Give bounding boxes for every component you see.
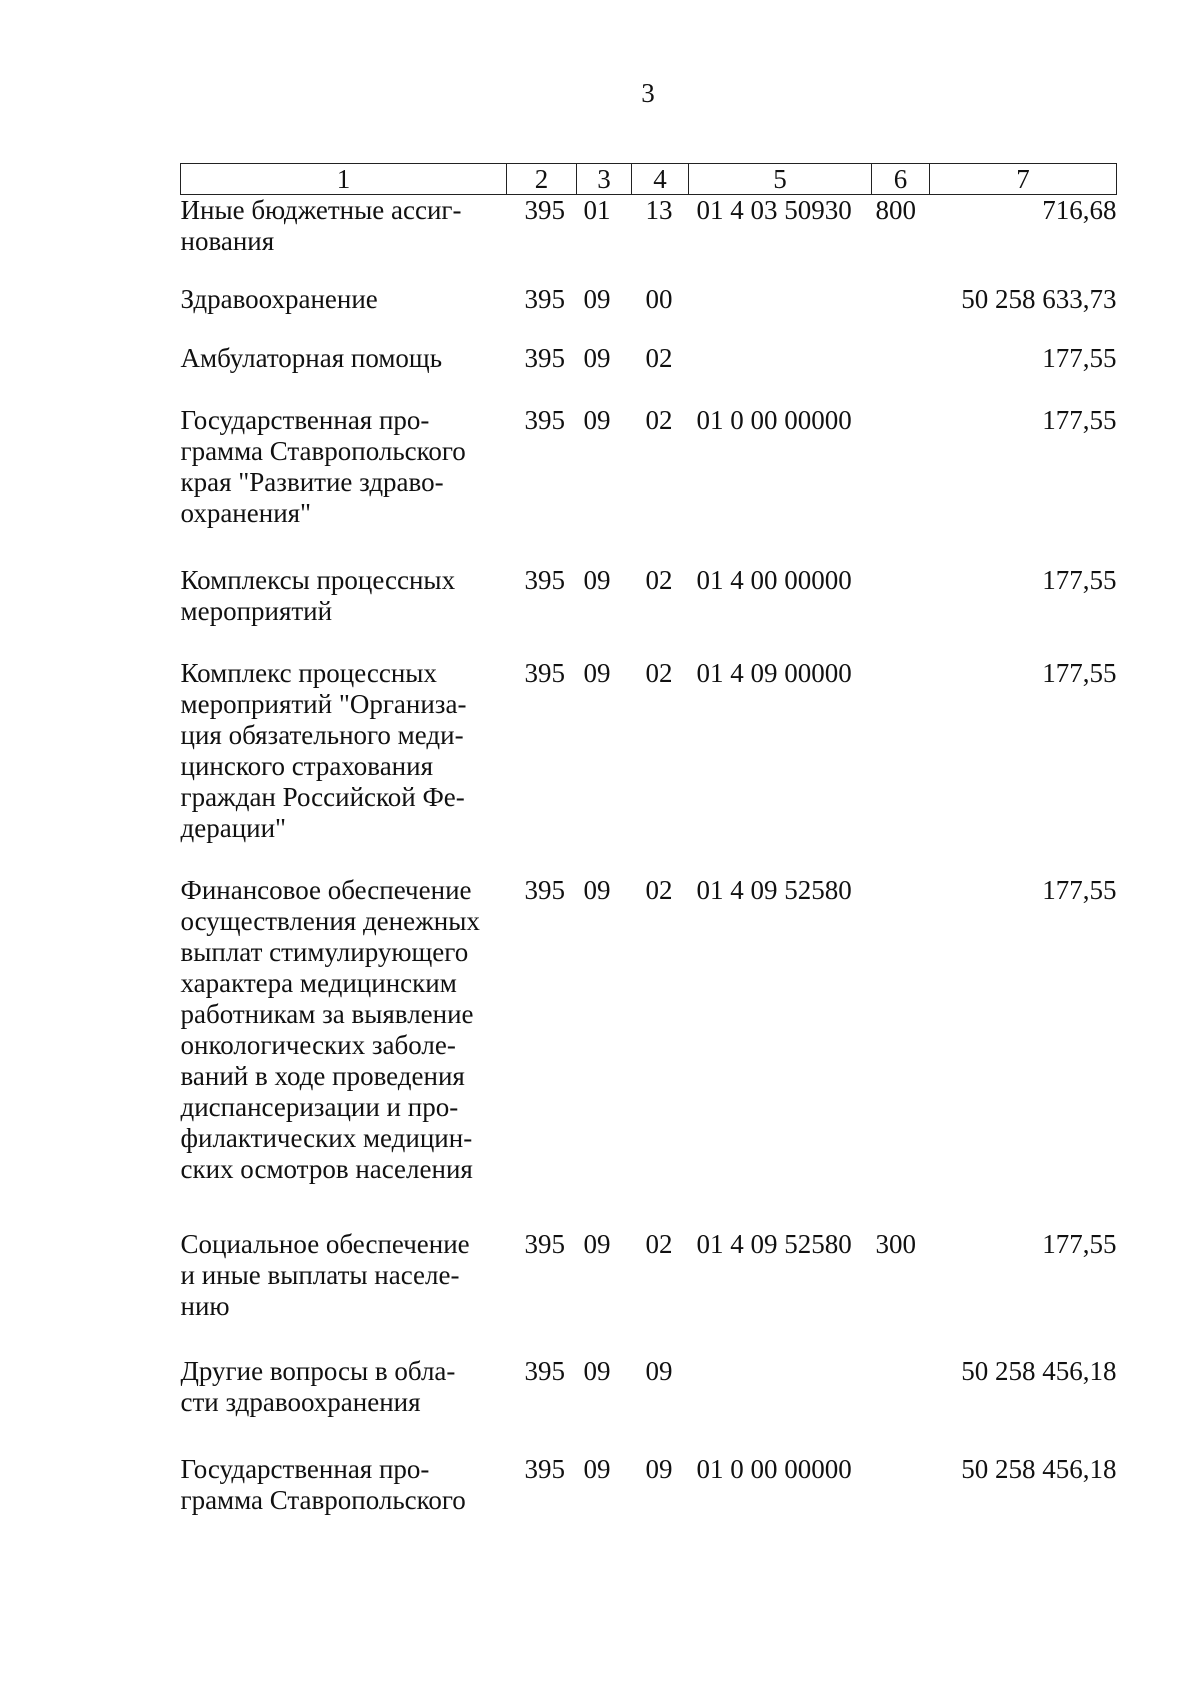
row-vr xyxy=(872,565,930,658)
header-col-3: 3 xyxy=(577,164,632,195)
row-rz: 09 xyxy=(583,874,611,905)
row-sum: 177,55 xyxy=(1042,1228,1117,1259)
row-gr: 395 xyxy=(524,342,565,373)
header-col-7: 7 xyxy=(930,164,1117,195)
row-rz: 09 xyxy=(583,657,611,688)
row-pr: 02 xyxy=(645,404,673,435)
row-pr: 02 xyxy=(645,1228,673,1259)
row-rz: 09 xyxy=(583,564,611,595)
row-name: Амбулаторная помощь xyxy=(180,342,443,373)
row-rz: 09 xyxy=(583,1228,611,1259)
row-vr xyxy=(872,343,930,405)
header-col-2: 2 xyxy=(507,164,577,195)
row-vr xyxy=(872,658,930,875)
row-gr: 395 xyxy=(524,1355,565,1386)
row-csr: 01 4 09 52580 xyxy=(696,1228,852,1259)
row-csr: 01 4 00 00000 xyxy=(696,564,852,595)
row-rz: 09 xyxy=(583,283,611,314)
row-vr xyxy=(872,875,930,1229)
row-name: Здравоохранение xyxy=(180,283,378,314)
row-sum: 50 258 456,18 xyxy=(961,1453,1117,1484)
table-row xyxy=(181,405,1117,565)
row-name: Комплекс процессных мероприятий "Организа- ция обязательного меди- цинского страхования граждан Российской Фе- дерации" xyxy=(180,657,467,843)
row-name: Другие вопросы в обла- сти здравоохранения xyxy=(180,1355,456,1417)
row-name: Финансовое обеспечение осуществления денежных выплат стимулирующего характера медицинским работникам за выявление онкологических заболе- ваний в ходе проведения диспансеризации и про- филактических медицин- ских осмотров населения xyxy=(180,874,480,1184)
row-csr: 01 0 00 00000 xyxy=(696,1453,852,1484)
header-col-6: 6 xyxy=(872,164,930,195)
row-sum: 50 258 633,73 xyxy=(961,283,1117,314)
row-name: Иные бюджетные ассиг- нования xyxy=(180,195,462,256)
row-sum: 177,55 xyxy=(1042,342,1117,373)
row-vr xyxy=(872,405,930,565)
table-row xyxy=(181,1356,1117,1454)
row-name: Социальное обеспечение и иные выплаты населе- нию xyxy=(180,1228,470,1321)
row-gr: 395 xyxy=(524,404,565,435)
table-row xyxy=(181,1229,1117,1356)
row-gr: 395 xyxy=(524,283,565,314)
table-row xyxy=(181,343,1117,405)
row-pr: 13 xyxy=(645,195,673,225)
table-row xyxy=(181,284,1117,343)
row-sum: 716,68 xyxy=(1042,195,1117,225)
row-csr xyxy=(689,343,872,405)
row-csr xyxy=(689,284,872,343)
header-col-4: 4 xyxy=(632,164,689,195)
row-sum: 177,55 xyxy=(1042,564,1117,595)
header-col-1: 1 xyxy=(181,164,507,195)
row-rz: 01 xyxy=(583,195,611,225)
row-csr xyxy=(689,1356,872,1454)
row-pr: 02 xyxy=(645,657,673,688)
row-pr: 02 xyxy=(645,874,673,905)
row-vr: 800 xyxy=(875,195,916,225)
table-row xyxy=(181,195,1117,284)
budget-table xyxy=(180,163,1117,1518)
row-rz: 09 xyxy=(583,1453,611,1484)
table-header xyxy=(181,164,1117,195)
row-gr: 395 xyxy=(524,1453,565,1484)
page-number: 3 xyxy=(641,78,655,108)
row-sum: 177,55 xyxy=(1042,874,1117,905)
row-pr: 02 xyxy=(645,342,673,373)
row-rz: 09 xyxy=(583,342,611,373)
header-col-5: 5 xyxy=(689,164,872,195)
row-vr xyxy=(872,1356,930,1454)
row-name: Государственная про- грамма Ставропольского края "Развитие здраво- охранения" xyxy=(180,404,466,528)
row-gr: 395 xyxy=(524,657,565,688)
row-sum: 177,55 xyxy=(1042,404,1117,435)
row-name: Комплексы процессных мероприятий xyxy=(180,564,456,626)
header-row xyxy=(181,164,1117,195)
row-pr: 09 xyxy=(645,1355,673,1386)
row-vr xyxy=(872,284,930,343)
row-gr: 395 xyxy=(524,1228,565,1259)
table-row xyxy=(181,1454,1117,1518)
row-name: Государственная про- грамма Ставропольского xyxy=(180,1453,466,1515)
row-vr: 300 xyxy=(875,1228,916,1259)
row-pr: 09 xyxy=(645,1453,673,1484)
row-rz: 09 xyxy=(583,404,611,435)
row-csr: 01 4 09 52580 xyxy=(696,874,852,905)
row-gr: 395 xyxy=(524,195,565,225)
row-csr: 01 0 00 00000 xyxy=(696,404,852,435)
row-pr: 02 xyxy=(645,564,673,595)
row-vr xyxy=(872,1454,930,1518)
table-row xyxy=(181,565,1117,658)
row-sum: 50 258 456,18 xyxy=(961,1355,1117,1386)
row-rz: 09 xyxy=(583,1355,611,1386)
row-gr: 395 xyxy=(524,874,565,905)
row-csr: 01 4 09 00000 xyxy=(696,657,852,688)
table-row xyxy=(181,875,1117,1229)
row-pr: 00 xyxy=(645,283,673,314)
row-csr: 01 4 03 50930 xyxy=(696,195,852,225)
row-sum: 177,55 xyxy=(1042,657,1117,688)
row-gr: 395 xyxy=(524,564,565,595)
table-row xyxy=(181,658,1117,875)
